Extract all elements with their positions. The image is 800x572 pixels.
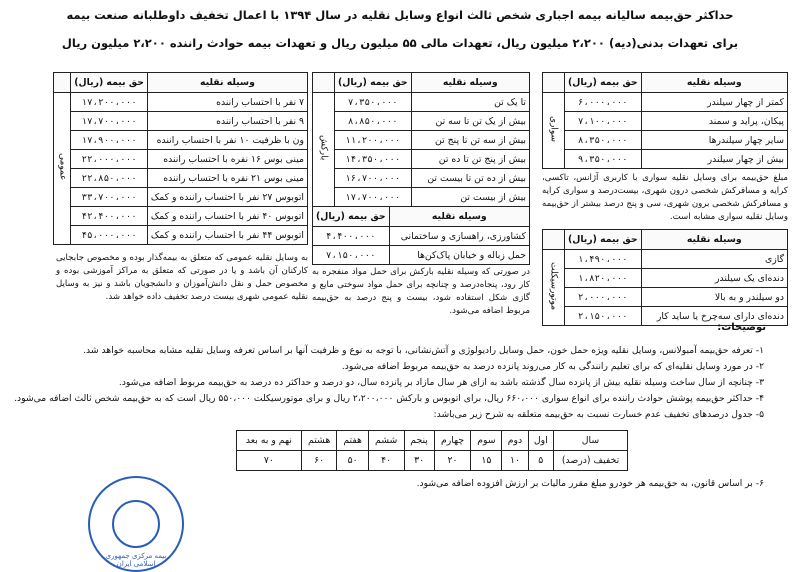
col-premium-header: حق بیمه (ریال) [313,207,390,227]
table-row [54,169,308,188]
table-row [54,131,308,150]
discount-year-row [237,431,628,451]
table-row [54,112,308,131]
private-note: مبلغ حق‌بیمه برای وسایل نقلیه سواری با کاربری آژانس، تاکسی، کرایه و مسافرکش شخصی درون شهری، بیست‌درصد و سواری کرایه و مسافرکش شخصی برون شهری، سی و پنج درصد بیشتر از حق‌بیمه وسایل نقلیه سواری مشابه است. [542,173,788,222]
table-row [54,150,308,169]
explanations-heading: توضیحات: [717,322,766,333]
row-label: تا یک تن [411,93,529,112]
table-row [543,150,788,169]
row-label: گازی [641,250,787,269]
row-label: اتوبوس ۴۴ نفر با احتساب راننده و کمک [147,226,307,245]
explanation-item-6: ۶- بر اساس قانون، به حق‌بیمه هر خودرو مبلغ مقرر مالیات بر ارزش افزوده اضافه می‌شود. [416,478,764,489]
row-value: ۱۷،۲۰۰،۰۰۰ [71,93,148,112]
table-row [313,150,530,169]
group-label: سواری [543,93,565,169]
row-label: ون با ظرفیت ۱۰ نفر با احتساب راننده [147,131,307,150]
agri-note: در صورتی که وسیله نقلیه بارکش برای حمل مواد منفجره به کار رود، پنجاه‌درصد و چنانچه برای حمل مواد سوختی مایع و گازی شکل استفاده شود، بیست و پنج درصد به حق‌بیمه مربوط اضافه می‌شود. [312,267,530,316]
explanation-item-4: ۴- حداکثر حق‌بیمه پوشش حوادث راننده برای انواع سواری ۶۶۰،۰۰۰ ریال، برای اتوبوس و بارکش ۲،۲۰۰،۰۰۰ ریال و برای موتورسیکلت ۵۵۰،۰۰۰ ریال است که به حق‌بیمه شخص ثالث اضافه می‌شود. [14,393,764,404]
row-value: ۱،۴۹۰،۰۰۰ [565,250,642,269]
col-vehicle-header: وسیله نقلیه [641,230,787,250]
discount-year: ششم [368,431,404,451]
group-header [543,230,565,250]
row-label: ۷ نفر با احتساب راننده [147,93,307,112]
group-header [543,73,565,93]
row-label: مینی بوس ۱۶ نفره با احتساب راننده [147,150,307,169]
row-value: ۱۱،۲۰۰،۰۰۰ [335,131,412,150]
title-line-2: برای تعهدات بدنی(دیه) ۲،۲۰۰ میلیون ریال، تعهدات مالی ۵۵ میلیون ریال و تعهدات بیمه حوادث راننده ۲،۲۰۰ میلیون ریال [61,36,739,50]
row-label: کشاورزی، راهسازی و ساختمانی [389,227,529,246]
explanation-item-5: ۵- جدول درصدهای تخفیف عدم خسارت نسبت به حق‌بیمه متعلقه به شرح زیر می‌باشد: [433,409,764,420]
table-row [54,226,308,245]
col-premium-header: حق بیمه (ریال) [335,73,412,93]
row-label: بیش از سه تن تا پنج تن [411,131,529,150]
discount-year: سوم [471,431,502,451]
row-label: پیکان، پراید و سمند [641,112,787,131]
discount-value: ۱۵ [471,451,502,471]
row-label: سایر چهار سیلندرها [641,131,787,150]
col-vehicle-header: وسیله نقلیه [641,73,787,93]
central-insurance-seal [88,476,184,572]
discount-value: ۵۰ [337,451,368,471]
group-label: عمومی [54,93,71,245]
row-label: بیش از چهار سیلندر [641,150,787,169]
row-value: ۸،۸۵۰،۰۰۰ [335,112,412,131]
discount-value: ۷۰ [237,451,302,471]
discount-value: ۴۰ [368,451,404,471]
row-label: بیش از پنج تن تا ده تن [411,150,529,169]
public-note: به وسایل نقلیه عمومی که متعلق به بیمه‌گذار بوده و مخصوص جابجایی کارکنان آن باشد و یا در صورتی که متعلق به مراکز آموزشی بوده و مخصوص حمل و نقل دانش‌آموزان و دانشجویان باشد و نیز به وسایل نقلیه عمومی شهری بیست درصد تخفیف داده خواهد شد. [56,253,308,302]
table-row [54,188,308,207]
col-vehicle-header: وسیله نقلیه [411,73,529,93]
discount-value: ۳۰ [404,451,434,471]
table-row [313,93,530,112]
row-label: اتوبوس ۴۰ نفر با احتساب راننده و کمک [147,207,307,226]
row-value: ۴،۴۰۰،۰۰۰ [313,227,390,246]
table-trucks [312,72,530,207]
table-row [54,207,308,226]
table-motorcycle [542,229,788,326]
explanation-item-1: ۱- تعرفه حق‌بیمه آمبولانس، وسایل نقلیه ویژه حمل خون، حمل وسایل رادیولوژی و آتش‌نشانی، با توجه به نوع و ظرفیت آنها بر اساس تعرفه وسایل نقلیه مشابه محاسبه خواهد شد. [83,345,764,356]
table-row [313,112,530,131]
table-private-cars [542,72,788,169]
row-value: ۴۵،۰۰۰،۰۰۰ [71,226,148,245]
row-value: ۳۳،۷۰۰،۰۰۰ [71,188,148,207]
row-label: حمل زباله و خیابان پاک‌کن‌ها [389,246,529,265]
explanation-item-2: ۲- در مورد وسایل نقلیه‌ای که برای تعلیم رانندگی به کار می‌روند پانزده درصد به حق‌بیمه مربوط اضافه می‌شود. [341,361,764,372]
row-label: بیش از بیست تن [411,188,529,207]
discount-year: هفتم [337,431,368,451]
row-value: ۱۶،۷۰۰،۰۰۰ [335,169,412,188]
discount-value: ۲۰ [434,451,471,471]
group-label: بارکش [313,93,335,207]
row-label: ۹ نفر با احتساب راننده [147,112,307,131]
group-label: موتورسیکلت [543,250,565,326]
discount-year: دوم [502,431,528,451]
discount-value: ۵ [528,451,553,471]
table-row [543,250,788,269]
table-row [543,288,788,307]
col-vehicle-header: وسیله نقلیه [147,73,307,93]
table-row [313,227,530,246]
discount-year: اول [528,431,553,451]
table-row [313,246,530,265]
row-value: ۲۲،۰۰۰،۰۰۰ [71,150,148,169]
row-value: ۸،۳۵۰،۰۰۰ [565,131,642,150]
row-value: ۷،۳۵۰،۰۰۰ [335,93,412,112]
table-row [54,93,308,112]
discount-row-label: تخفیف (درصد) [554,451,628,471]
discount-table [236,430,628,471]
row-value: ۲۲،۸۵۰،۰۰۰ [71,169,148,188]
row-value: ۱،۸۲۰،۰۰۰ [565,269,642,288]
table-public [56,72,308,245]
col-vehicle-header: وسیله نقلیه [389,207,529,227]
table-row [543,112,788,131]
discount-year: هشتم [301,431,337,451]
discount-year: پنجم [404,431,434,451]
row-label: اتوبوس ۲۷ نفر با احتساب راننده و کمک [147,188,307,207]
row-label: بیش از یک تن تا سه تن [411,112,529,131]
discount-row-label: سال [554,431,628,451]
group-header [54,73,71,93]
table-row [543,131,788,150]
discount-value: ۶۰ [301,451,337,471]
row-label: مینی بوس ۲۱ نفره با احتساب راننده [147,169,307,188]
row-value: ۲،۱۵۰،۰۰۰ [565,307,642,326]
row-label: بیش از ده تن تا بیست تن [411,169,529,188]
explanation-item-3: ۳- چنانچه از سال ساخت وسیله نقلیه بیش از پانزده سال گذشته باشد به ازای هر سال مازاد بر پانزده سال، دو درصد و حداکثر ده درصد به حق‌بیمه مربوط اضافه می‌شود. [118,377,764,388]
table-agri [312,206,530,265]
row-label: دنده‌ای دارای سه‌چرخ یا ساید کار [641,307,787,326]
table-row [543,93,788,112]
table-row [543,269,788,288]
row-value: ۶،۰۰۰،۰۰۰ [565,93,642,112]
row-value: ۱۷،۷۰۰،۰۰۰ [71,112,148,131]
row-label: دو سیلندر و به بالا [641,288,787,307]
row-value: ۴۲،۴۰۰،۰۰۰ [71,207,148,226]
row-value: ۲،۰۰۰،۰۰۰ [565,288,642,307]
row-label: دنده‌ای یک سیلندر [641,269,787,288]
discount-year: نهم و به بعد [237,431,302,451]
row-value: ۹،۳۵۰،۰۰۰ [565,150,642,169]
table-row [313,131,530,150]
row-value: ۷،۱۵۰،۰۰۰ [313,246,390,265]
table-row [313,188,530,207]
seal-text: بیمه مرکزی جمهوری اسلامی ایران [105,552,167,568]
col-premium-header: حق بیمه (ریال) [565,73,642,93]
discount-year: چهارم [434,431,471,451]
col-premium-header: حق بیمه (ریال) [71,73,148,93]
table-row [313,169,530,188]
row-value: ۱۷،۹۰۰،۰۰۰ [71,131,148,150]
discount-value: ۱۰ [502,451,528,471]
row-value: ۱۷،۷۰۰،۰۰۰ [335,188,412,207]
row-label: کمتر از چهار سیلندر [641,93,787,112]
col-premium-header: حق بیمه (ریال) [565,230,642,250]
seal-emblem-icon [112,500,160,548]
title-line-1: حداکثر حق‌بیمه سالیانه بیمه اجباری شخص ثالث انواع وسایل نقلیه در سال ۱۳۹۴ با اعمال تخفیف داوطلبانه صنعت بیمه [66,8,734,22]
row-value: ۷،۱۰۰،۰۰۰ [565,112,642,131]
discount-value-row [237,451,628,471]
group-header [313,73,335,93]
row-value: ۱۴،۳۵۰،۰۰۰ [335,150,412,169]
